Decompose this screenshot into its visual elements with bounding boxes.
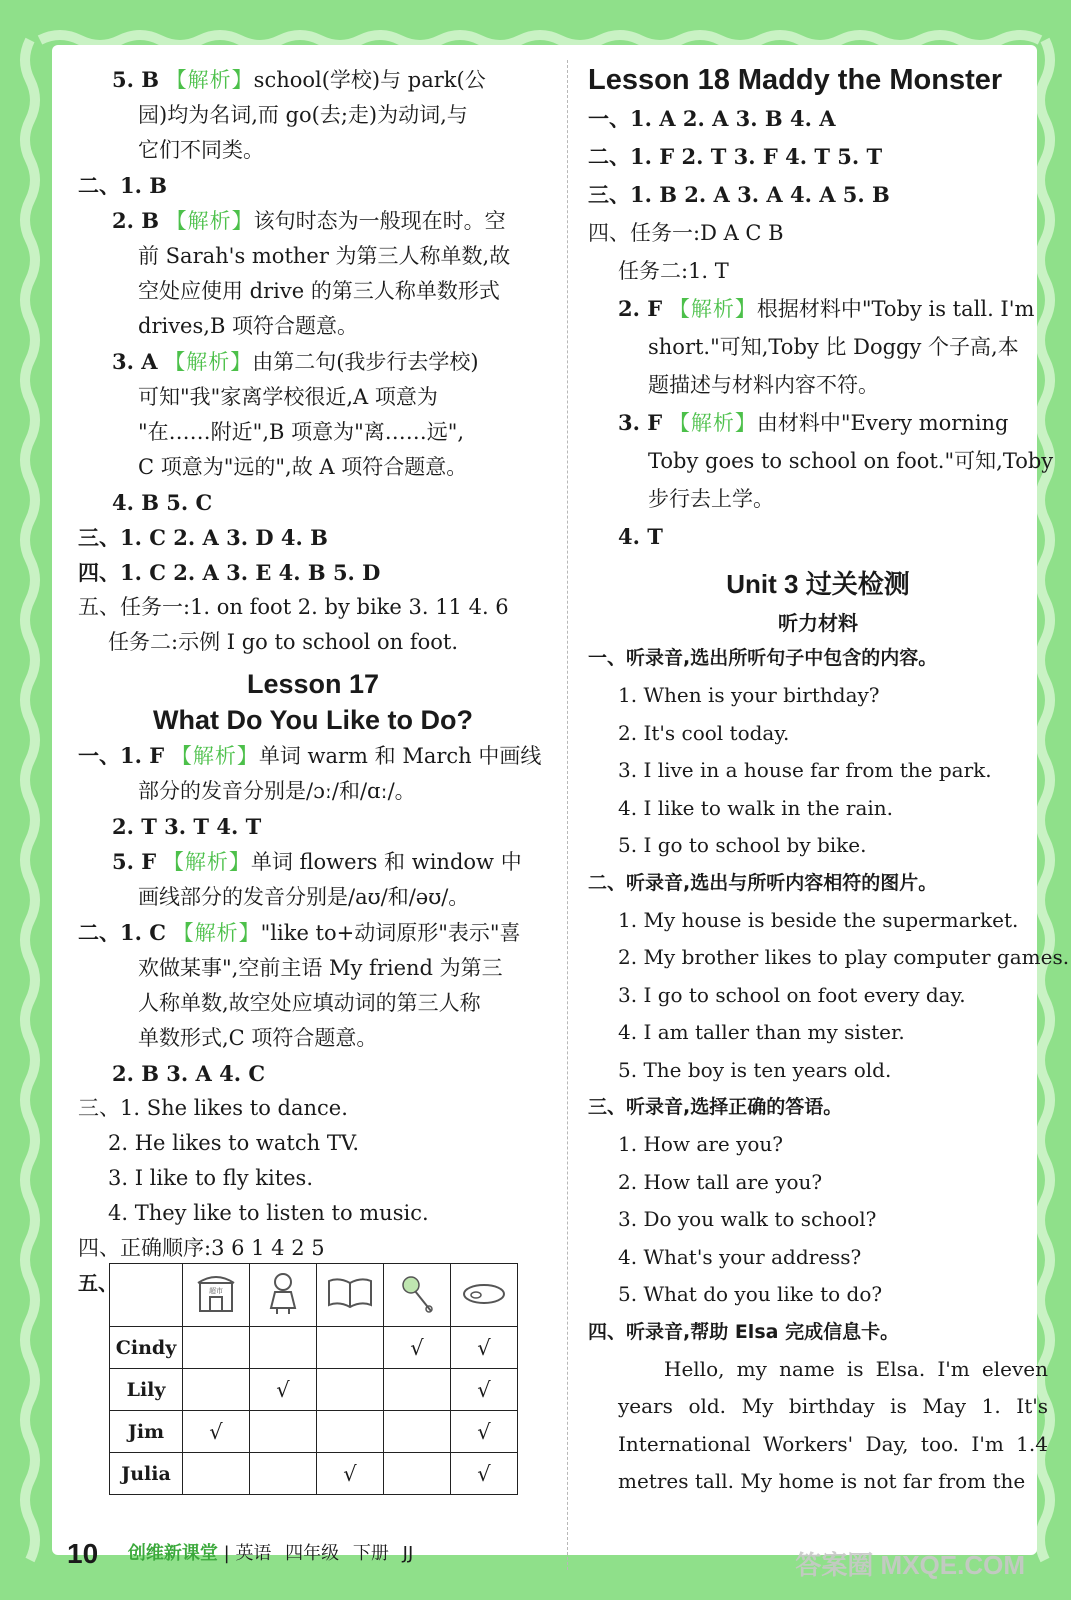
list-item: 4. I am taller than my sister. <box>618 1020 905 1044</box>
check-cell: √ <box>250 1369 317 1411</box>
footer-edition: JJ <box>402 1543 414 1564</box>
supermarket-icon <box>183 1264 250 1327</box>
right-column <box>588 62 1070 1501</box>
answer-line: 单数形式,C 项符合题意。 <box>138 1026 378 1050</box>
answer-line: 五、任务一:1. on foot 2. by bike 3. 11 4. 6 <box>78 595 509 619</box>
answer-line: C 项意为"远的",故 A 项符合题意。 <box>138 455 468 479</box>
footer-subject: 英语 <box>235 1543 272 1564</box>
answer-line: 园)均为名词,而 go(去;走)为动词,与 <box>138 103 468 127</box>
list-item: 5. I go to school by bike. <box>618 833 867 857</box>
answer-line: 2. He likes to watch TV. <box>108 1131 359 1155</box>
column-divider <box>567 60 568 1570</box>
passage: Hello, my name is Elsa. I'm eleven years old. My birthday is May 1. It's International Workers' Day, too. I'm 1.4 metres tall. My home is not far from the <box>618 1356 1048 1493</box>
table-row <box>110 1369 518 1411</box>
list-item: 2. It's cool today. <box>618 720 790 745</box>
answer-line: 人称单数,故空处应填动词的第三人称 <box>138 991 481 1015</box>
check-cell: √ <box>317 1453 384 1495</box>
list-item: 1. How are you? <box>618 1132 784 1156</box>
row-name: Julia <box>110 1453 183 1495</box>
answer-line: 任务二:示例 I go to school on foot. <box>108 630 458 654</box>
answer-line: 4. They like to listen to music. <box>108 1201 429 1225</box>
section-subtitle: 听力材料 <box>778 611 858 635</box>
watermark-logo: 答案圈 MXQE.COM <box>795 1550 1025 1580</box>
list-item: 1. When is your birthday? <box>618 683 880 707</box>
answer-line: "在……附近",B 项意为"离……远", <box>138 420 465 444</box>
check-cell <box>317 1411 384 1453</box>
check-cell <box>183 1453 250 1495</box>
check-cell <box>384 1411 451 1453</box>
page-number: 10 <box>67 1538 99 1569</box>
answer-line: 四、正确顺序:3 6 1 4 2 5 <box>78 1236 325 1260</box>
book-icon <box>317 1264 384 1327</box>
answer-line: 任务二:1. T <box>618 259 729 283</box>
plate-icon <box>451 1264 518 1327</box>
section-five-label: 五、 <box>78 1271 118 1295</box>
answer-line: 画线部分的发音分别是/aʊ/和/əʊ/。 <box>138 885 470 909</box>
left-column <box>78 62 548 1266</box>
answer-line: 5. F 【解析】单词 flowers 和 window 中 <box>112 849 522 874</box>
answer-line: 四、1. C 2. A 3. E 4. B 5. D <box>78 560 381 585</box>
section-heading: 四、听录音,帮助 Elsa 完成信息卡。 <box>588 1320 900 1343</box>
answer-line: 它们不同类。 <box>138 138 264 162</box>
answer-line: 2. B 3. A 4. C <box>112 1061 266 1086</box>
list-item: 3. Do you walk to school? <box>618 1207 877 1231</box>
check-cell: √ <box>384 1327 451 1369</box>
check-cell: √ <box>451 1453 518 1495</box>
answer-line: 一、1. F 【解析】单词 warm 和 March 中画线 <box>78 743 542 768</box>
answer-line: 3. F 【解析】由材料中"Every morning <box>618 410 1009 435</box>
list-item: 4. I like to walk in the rain. <box>618 795 894 820</box>
section-heading: 一、听录音,选出所听句子中包含的内容。 <box>588 647 938 669</box>
table-row <box>110 1411 518 1453</box>
icon-row <box>110 1264 518 1327</box>
table-corner <box>110 1264 183 1327</box>
answer-line: drives,B 项符合题意。 <box>138 314 359 338</box>
answer-line: 4. T <box>618 524 663 549</box>
doll-icon <box>250 1264 317 1327</box>
answer-line: Toby goes to school on foot."可知,Toby <box>648 449 1054 473</box>
check-cell: √ <box>451 1327 518 1369</box>
check-cell: √ <box>183 1411 250 1453</box>
answer-line: 二、1. F 2. T 3. F 4. T 5. T <box>588 144 883 169</box>
row-name: Jim <box>110 1411 183 1453</box>
answer-line: 3. I like to fly kites. <box>108 1166 314 1190</box>
section-heading: 三、听录音,选择正确的答语。 <box>588 1096 843 1118</box>
footer-separator: | <box>223 1543 230 1564</box>
checklist-table-wrap <box>79 1261 518 1495</box>
answer-line: 一、1. A 2. A 3. B 4. A <box>588 106 836 131</box>
page-footer <box>67 1538 413 1570</box>
list-item: 3. I go to school on foot every day. <box>618 982 966 1007</box>
list-item: 5. The boy is ten years old. <box>618 1057 892 1082</box>
answer-line: 3. A 【解析】由第二句(我步行去学校) <box>112 349 479 374</box>
list-item: 3. I live in a house far from the park. <box>618 758 992 782</box>
answer-line: 空处应使用 drive 的第三人称单数形式 <box>138 279 500 303</box>
check-cell <box>384 1369 451 1411</box>
svg-text:超市: 超市 <box>209 1286 223 1295</box>
answer-line: 前 Sarah's mother 为第三人称单数,故 <box>138 244 511 268</box>
lesson-subtitle: What Do You Like to Do? <box>153 705 473 735</box>
activity-table <box>109 1263 518 1495</box>
answer-line: 可知"我"家离学校很近,A 项意为 <box>138 385 438 409</box>
check-cell <box>183 1327 250 1369</box>
brand-name: 创维新课堂 <box>127 1543 218 1564</box>
check-cell <box>317 1327 384 1369</box>
answer-line: 2. F 【解析】根据材料中"Toby is tall. I'm <box>618 296 1035 321</box>
check-cell: √ <box>451 1411 518 1453</box>
list-item: 1. My house is beside the supermarket. <box>618 907 1019 932</box>
lesson-title: Lesson 17 <box>246 669 380 699</box>
answer-line: 2. B 【解析】该句时态为一般现在时。空 <box>112 208 506 233</box>
answer-line: 2. T 3. T 4. T <box>112 814 262 839</box>
unit-title: Unit 3 过关检测 <box>726 569 910 599</box>
row-name: Cindy <box>110 1327 183 1369</box>
footer-term: 下册 <box>352 1543 389 1564</box>
answer-line: 二、1. B <box>78 173 167 198</box>
check-cell <box>250 1411 317 1453</box>
answer-line: 二、1. C 【解析】"like to+动词原形"表示"喜 <box>78 920 521 945</box>
list-item: 4. What's your address? <box>618 1244 862 1269</box>
row-name: Lily <box>110 1369 183 1411</box>
answer-line: 部分的发音分别是/ɔː/和/ɑː/。 <box>138 779 416 803</box>
answer-line: 三、1. She likes to dance. <box>78 1096 348 1120</box>
check-cell <box>317 1369 384 1411</box>
answer-line: 5. B 【解析】school(学校)与 park(公 <box>112 67 486 92</box>
footer-grade: 四年级 <box>285 1543 340 1564</box>
list-item: 2. How tall are you? <box>618 1169 823 1194</box>
list-item: 5. What do you like to do? <box>618 1282 883 1306</box>
list-item: 2. My brother likes to play computer games. <box>618 945 1070 969</box>
check-cell <box>384 1453 451 1495</box>
answer-line: 步行去上学。 <box>648 487 774 511</box>
check-cell <box>183 1369 250 1411</box>
check-cell: √ <box>451 1369 518 1411</box>
answer-line: 4. B 5. C <box>112 490 213 515</box>
table-row <box>110 1327 518 1369</box>
answer-line: short."可知,Toby 比 Doggy 个子高,本 <box>648 335 1019 359</box>
lesson-title: Lesson 18 Maddy the Monster <box>588 64 1003 96</box>
answer-line: 三、1. B 2. A 3. A 4. A 5. B <box>588 182 890 207</box>
check-cell <box>250 1453 317 1495</box>
answer-line: 三、1. C 2. A 3. D 4. B <box>78 525 328 550</box>
answer-line: 欢做某事",空前主语 My friend 为第三 <box>138 956 503 980</box>
answer-line: 题描述与材料内容不符。 <box>648 373 879 397</box>
flower-icon <box>384 1264 451 1327</box>
check-cell <box>250 1327 317 1369</box>
answer-line: 四、任务一:D A C B <box>588 221 784 245</box>
section-heading: 二、听录音,选出与所听内容相符的图片。 <box>588 871 938 894</box>
table-row <box>110 1453 518 1495</box>
